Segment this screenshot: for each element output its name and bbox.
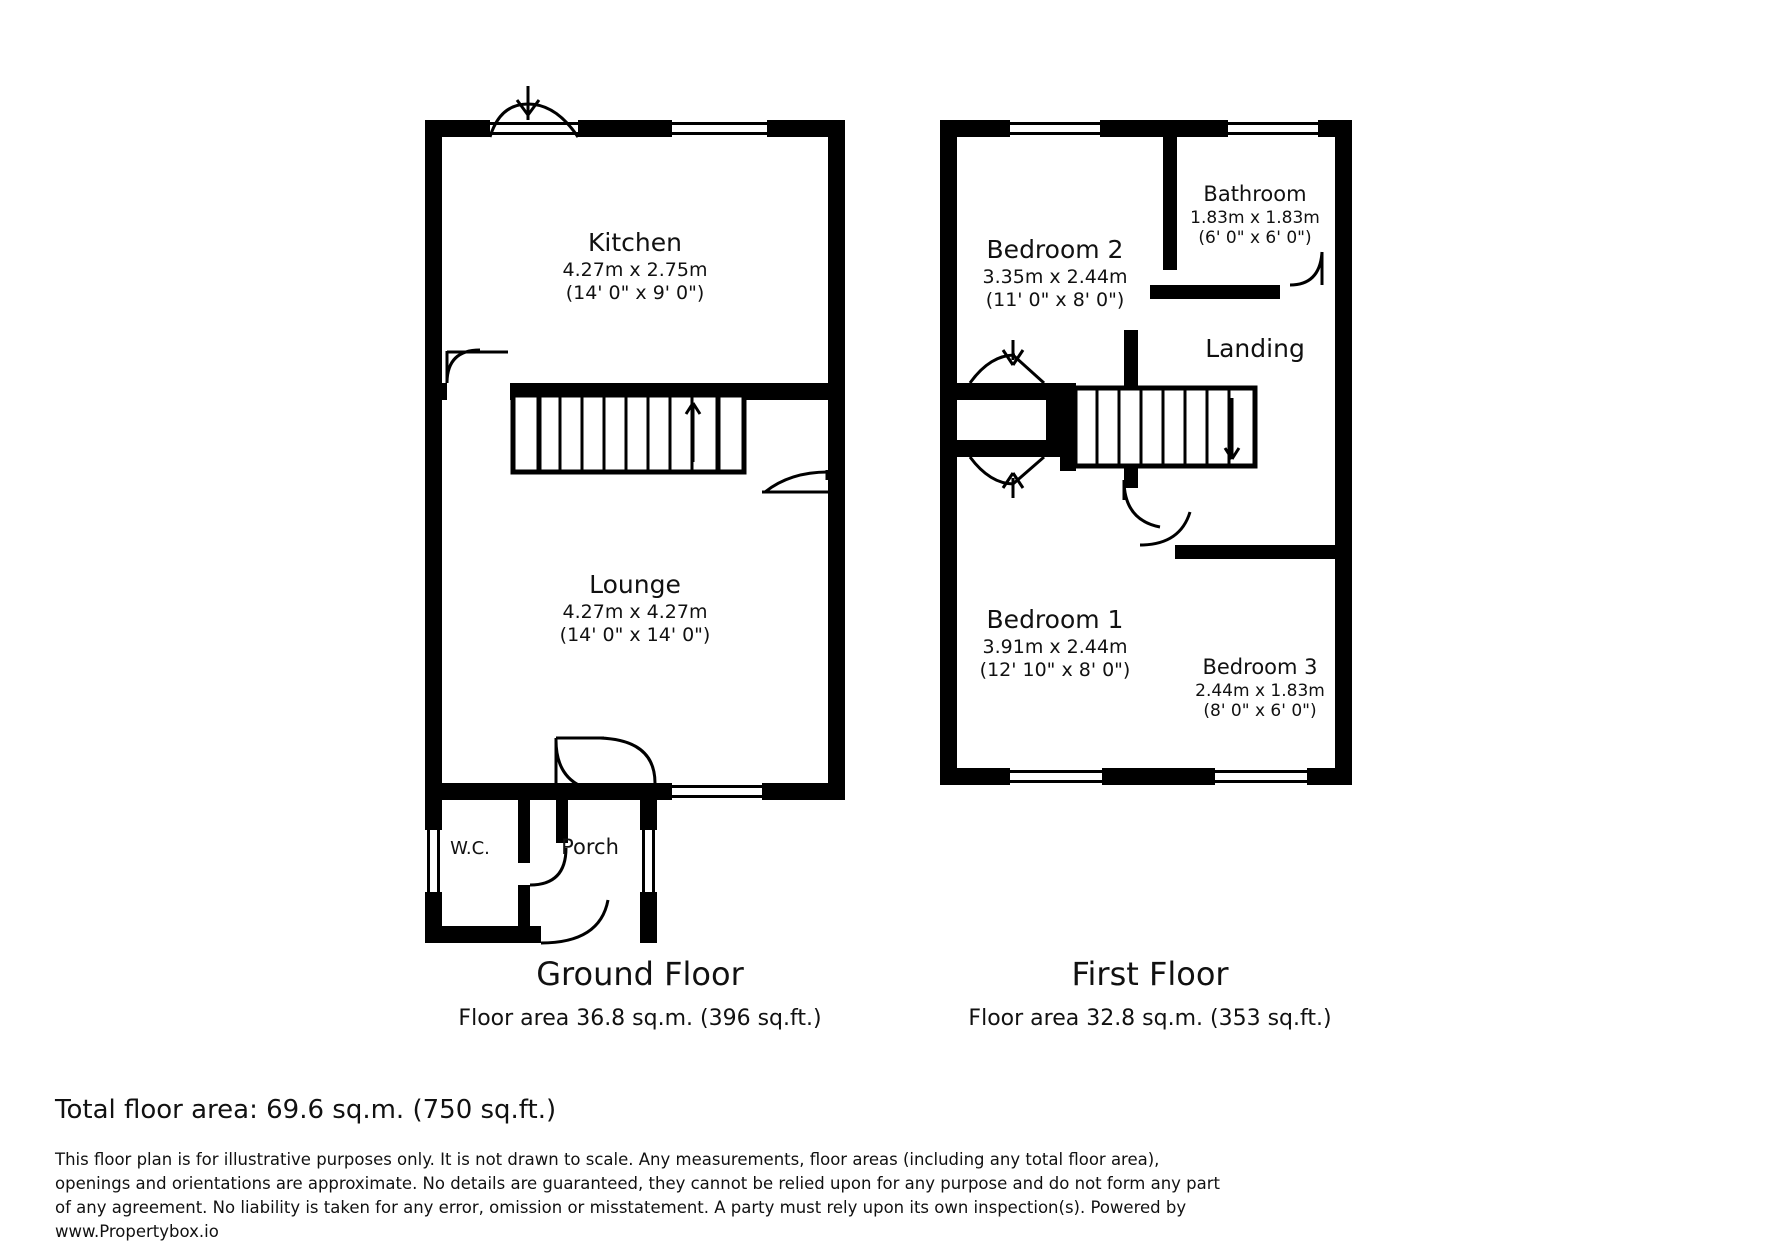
room-name: Porch [561,835,619,859]
room-name: Landing [1205,334,1305,363]
room-label-porch [530,835,650,861]
room-dimension-metric: 2.44m x 1.83m [1195,680,1325,701]
room-dimension-imperial: (6' 0" x 6' 0") [1198,228,1312,249]
room-dimension-imperial: (11' 0" x 8' 0") [985,288,1125,311]
room-dimension-imperial: (14' 0" x 9' 0") [565,281,705,304]
room-label-lounge [425,570,845,647]
floor-title: Ground Floor [536,955,744,993]
room-dimension-imperial: (12' 10" x 8' 0") [979,658,1131,681]
room-dimension-imperial: (8' 0" x 6' 0") [1203,701,1317,722]
floor-area: Floor area 32.8 sq.m. (353 sq.ft.) [968,1006,1332,1032]
floor-title-ground [390,955,890,1033]
disclaimer-text: This floor plan is for illustrative purposes only. It is not drawn to scale. Any measurements, floor areas (including any total floor area), openings and orientations are approximate. No details are guaranteed, they cannot be relied upon for any purpose and do not form any part of any agreement. No liability is taken for any error, omission or misstatement. A party must rely upon its own inspection(s). Powered by www.Propertybox.io [55,1150,1221,1241]
floor-area: Floor area 36.8 sq.m. (396 sq.ft.) [458,1006,822,1032]
room-dimension-metric: 3.35m x 2.44m [982,265,1128,288]
floor-title: First Floor [1071,955,1229,993]
room-label-wc [420,838,520,860]
floor-title-first [900,955,1400,1033]
room-dimension-imperial: (14' 0" x 14' 0") [559,623,711,646]
room-name: Kitchen [588,228,682,257]
room-label-kitchen [425,228,845,305]
room-name: Bedroom 2 [986,235,1124,264]
room-name: Bedroom 3 [1202,655,1318,679]
ground-floor-drawing [425,86,845,943]
room-dimension-metric: 4.27m x 4.27m [562,600,708,623]
room-dimension-metric: 4.27m x 2.75m [562,258,708,281]
room-label-bedroom-3 [1160,655,1360,722]
room-label-bathroom [1155,182,1355,249]
room-dimension-metric: 1.83m x 1.83m [1190,207,1320,228]
room-name: W.C. [450,838,490,859]
room-dimension-metric: 3.91m x 2.44m [982,635,1128,658]
room-label-bedroom-2 [930,235,1180,312]
room-label-bedroom-1 [930,605,1180,682]
room-label-landing [1155,334,1355,365]
room-name: Lounge [589,570,681,599]
room-name: Bathroom [1203,182,1307,206]
total-floor-area: Total floor area: 69.6 sq.m. (750 sq.ft.) [55,1095,557,1125]
room-name: Bedroom 1 [986,605,1124,634]
